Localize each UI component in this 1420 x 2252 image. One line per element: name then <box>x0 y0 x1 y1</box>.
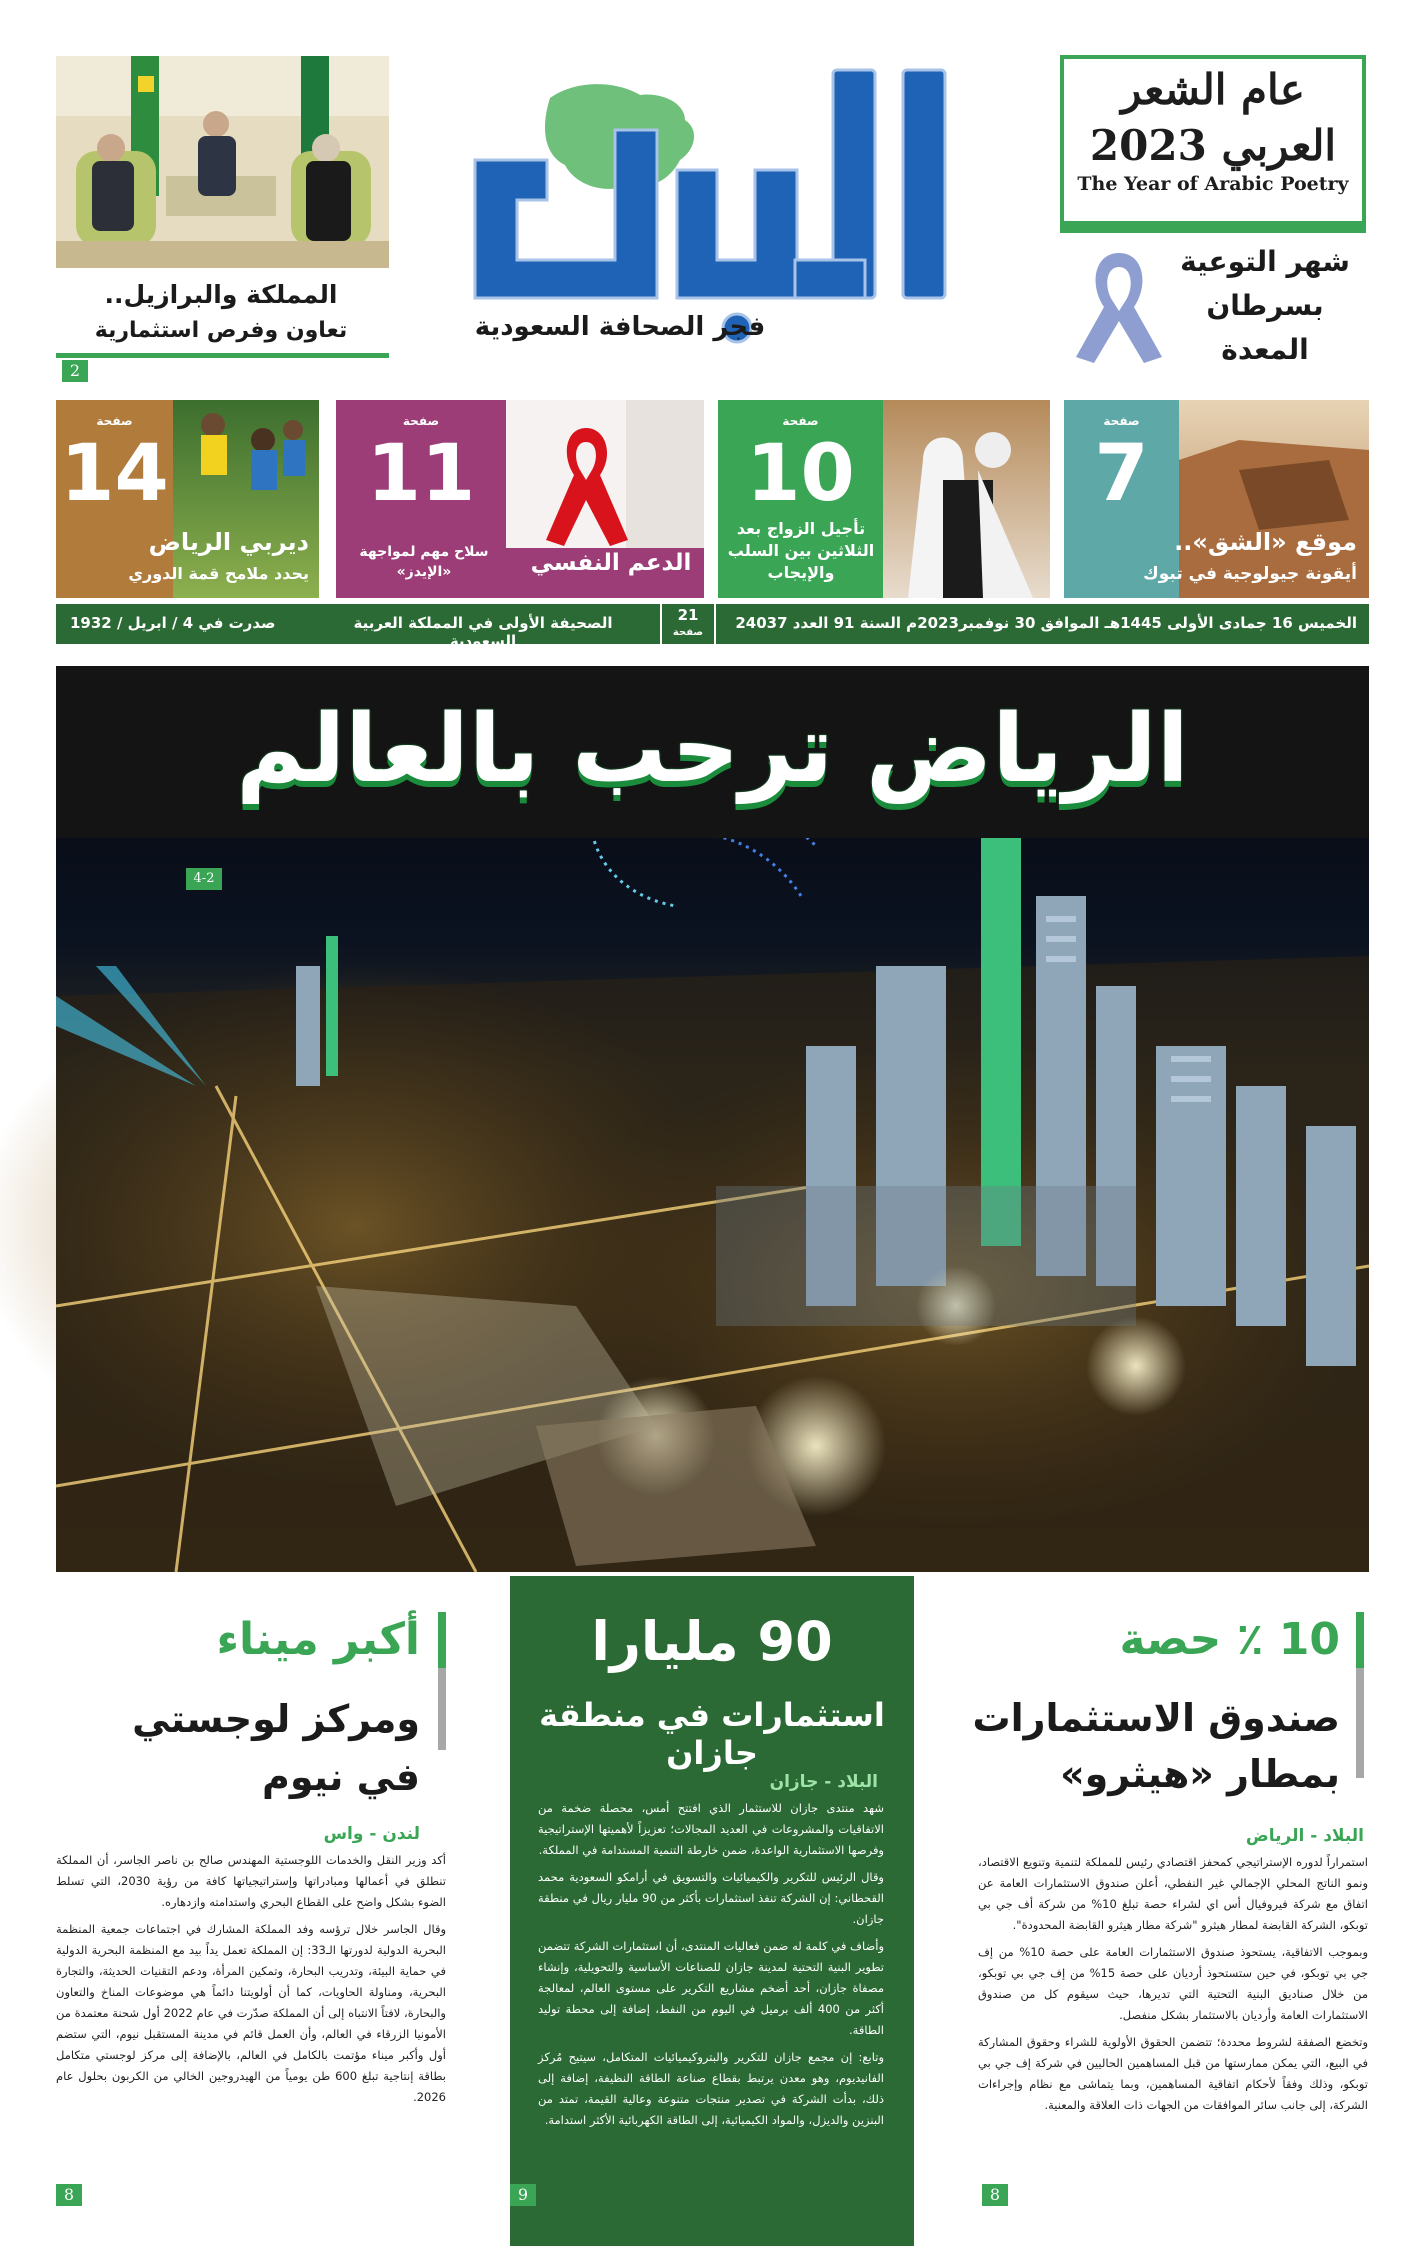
top-story-subtitle[interactable]: تعاون وفرص استثمارية <box>94 318 348 343</box>
right-article-paragraph: وبموجب الاتفاقية، يستحوذ صندوق الاستثمارات العامة على حصة 10% من إف جي بي توبكو، في حين ستستحوذ أرديان على حصة 15% من إف جي بي توبكو، من خلال صناديق البنية التحتية التي تديرها، حيث سيقوم كل من صندوق الاستثمارات العامة وأرديان بالاستثمار بشكل منفصل. <box>978 1945 1368 2022</box>
center-article-kicker[interactable]: 90 مليارا <box>591 1610 833 1673</box>
right-article-title[interactable]: صندوق الاستثمارات بمطار «هيثرو» <box>972 1696 1340 1796</box>
founded-date: صدرت في 4 / ابريل / 1932 <box>70 614 276 632</box>
top-story-photo[interactable] <box>56 56 389 268</box>
teaser-page-number: 11 <box>366 429 476 519</box>
poetry-badge-bar <box>1064 221 1362 229</box>
center-article-byline: البلاد - جازان <box>769 1772 878 1792</box>
left-article-kicker[interactable]: أكبر ميناء <box>216 1614 420 1665</box>
left-article-paragraph: وقال الجاسر خلال ترؤسه وفد المملكة المشارك في اجتماعات جمعية المنظمة البحرية الدولية لدورتها الـ33: إن المملكة تعمل يداً بيد مع المنظمة البحرية الدولية في حماية البيئة، وتدريب البحارة، وتمكين المرأة، ودعم التقنيات الحديثة، والتجارة البحرية، ومناولة الحاويات، كما أن أولويتنا دائماً هي موضوعات المناخ والتعاون والبحارة، لافتاً الانتباه إلى أن المملكة صدّرت في عام 2022 أول شحنة معتمدة من الأمونيا الزرقاء في العالم، وأن العمل قائم في مدينة المستقبل نيوم، التي ستضم أول وأكبر ميناء مؤتمت بالكامل في العالم، بالإضافة إلى مركز لوجستي متكامل بطاقة إنتاجية تبلغ 600 طن يومياً من الهيدروجين الخالي من الكربون بحلول عام 2026. <box>56 1922 446 2104</box>
right-article-bar-green <box>1356 1612 1364 1668</box>
main-headline-banner <box>56 666 1369 838</box>
right-article-paragraph: وتخضع الصفقة لشروط محددة؛ تتضمن الحقوق الأولوية للشراء وحقوق المشاركة في البيع، التي يمكن ممارستها من قبل المساهمين الحاليين في شركة إف جي بي توبكو، وذلك وفقاً لأحكام اتفاقية المساهمين، وبما يتماشى مع نظام وإجراءات الشركة، إلى جانب سائر الموافقات من الجهات ذات العلاقة والمعنية. <box>978 2035 1368 2112</box>
page-count-number: 21 <box>677 606 699 624</box>
teaser-subtitle: يحدد ملامح قمة الدوري <box>128 564 309 583</box>
left-article-paragraph: أكد وزير النقل والخدمات اللوجستية المهندس صالح بن ناصر الجاسر، أن المملكة تنطلق في أعمالها ومبادراتها وإستراتيجياتها كافة من رؤية 2030، التي تسلط الضوء بشكل واضح على القطاع البحري واستدامته وازدهاره. <box>56 1853 446 1909</box>
teaser-title: ديربي الرياض <box>148 528 309 556</box>
right-article-paragraph: استمراراً لدوره الإستراتيجي كمحفز اقتصادي رئيس للمملكة لتنمية وتنويع الاقتصاد، ونمو الناتج المحلي الإجمالي غير النفطي، أعلن صندوق الاستثمارات العامة عن اتفاق مع شركة فيروفيال أس اي لشراء حصة تبلغ 10% من شركة أف جي بي توبكو، الشركة القابضة لمطار هيثرو "شركة مطار هيثرو القابضة المحدودة". <box>978 1855 1368 1932</box>
center-article-page-number: 9 <box>510 2184 536 2206</box>
teaser-page-label: صفحة <box>96 414 133 428</box>
teaser-page-label: صفحة <box>1103 414 1140 428</box>
teaser-subtitle: سلاح مهم لمواجهة «الإيدز» <box>359 544 489 580</box>
poetry-arabic-line2: العربي 2023 <box>1089 121 1337 170</box>
right-article-page-number: 8 <box>982 2184 1008 2206</box>
teaser-page-10[interactable] <box>718 400 1050 598</box>
newspaper-tagline: فجر الصحافة السعودية <box>474 312 766 342</box>
right-article-kicker[interactable]: 10 ٪ حصة <box>1119 1614 1340 1665</box>
year-of-poetry-badge <box>1060 55 1366 233</box>
logo-text-fallback: البلاد <box>455 35 486 54</box>
center-article-paragraph: وتابع: إن مجمع جازان للتكرير والبتروكيميائيات المتكامل، سيتيح مُركز الفانيديوم، وهو معدن يرتبط بقطاع صناعة الطاقة النظيفة، إضافة إلى ذلك، بدأت الشركة في تصدير منتجات متنوعة وعالية القيمة، تمتد من البنزين والديزل، والمواد الكيميائية، إلى الطاقة الكهربائية الأكثر استدامة. <box>538 2050 884 2127</box>
teaser-page-number: 7 <box>1094 429 1149 519</box>
left-article-page-number: 8 <box>56 2184 82 2206</box>
teaser-subtitle: أيقونة جيولوجية في تبوك <box>1143 564 1357 584</box>
left-article-body <box>56 1850 446 2196</box>
poetry-arabic-line1: عام الشعر <box>1121 65 1305 114</box>
left-article-byline: لندن - واس <box>323 1824 420 1844</box>
center-article-title[interactable]: استثمارات في منطقة جازان <box>539 1696 885 1772</box>
page-count-label: صفحة <box>672 627 704 638</box>
top-story-rule <box>56 353 389 358</box>
teaser-title: موقع «الشق».. <box>1174 528 1357 556</box>
right-article-byline: البلاد - الرياض <box>1245 1826 1364 1846</box>
teaser-page-label: صفحة <box>402 414 440 428</box>
left-article-bar-green <box>438 1612 446 1668</box>
awareness-ribbon-icon <box>1064 245 1174 365</box>
hero-page-ref: 4-2 <box>186 868 222 890</box>
teaser-page-number: 10 <box>746 429 855 519</box>
top-story-title[interactable]: المملكة والبرازيل.. <box>104 280 338 309</box>
awareness-text: شهر التوعية بسرطان المعدة <box>1180 245 1350 366</box>
issue-date: الخميس 16 جمادى الأولى 1445هـ الموافق 30 نوفمبر2023م السنة 91 العدد 24037 <box>735 614 1357 632</box>
teaser-page-7[interactable] <box>1064 400 1369 598</box>
center-article-paragraph: وأضاف في كلمة له ضمن فعاليات المنتدى، أن استثمارات الشركة تتضمن تطوير البنية التحتية لمدينة جازان للصناعات الأساسية والتحويلية، وإنشاء مصفاة جازان، أحد أضخم مشاريع التكرير على مستوى العالم، لمعالجة أكثر من 400 ألف برميل في اليوم من النفط، إضافة إلى محطة توليد الطاقة. <box>538 1939 884 2037</box>
left-article-title[interactable]: ومركز لوجستي في نيوم <box>132 1697 420 1799</box>
teaser-image <box>883 400 1050 598</box>
teaser-page-14[interactable] <box>56 400 319 598</box>
newspaper-slogan: الصحيفة الأولى في المملكة العربية السعودية <box>353 614 613 650</box>
center-article-paragraph: وقال الرئيس للتكرير والكيميائيات والتسويق في أرامكو السعودية محمد القحطاني: إن الشركة تنفذ استثمارات بأكثر من 90 مليار ريال في منطقة جازان. <box>538 1870 884 1926</box>
teaser-title: الدعم النفسي <box>530 550 692 576</box>
teaser-page-11[interactable] <box>336 400 704 598</box>
dateline-bar <box>56 604 1369 650</box>
newspaper-logo <box>455 35 1015 350</box>
center-article-paragraph: شهد منتدى جازان للاستثمار الذي افتتح أمس، محصلة ضخمة من الاتفاقيات والمشروعات في العديد المجالات؛ تعزيزاً لأهميتها الإستراتيجية وفرصها الاستثمارية الواعدة، ضمن خارطة التنمية المستدامة في المملكة. <box>538 1801 884 1857</box>
main-headline[interactable]: الرياض ترحب بالعالم <box>236 695 1189 804</box>
center-article <box>510 1576 914 2246</box>
left-article-bar-gray <box>438 1668 446 1750</box>
right-article-body <box>978 1852 1368 2230</box>
poetry-english: The Year of Arabic Poetry <box>1077 173 1349 195</box>
teaser-title: تأجيل الزواج بعد الثلاثين بين السلب والإيجاب <box>727 519 875 582</box>
center-article-body <box>538 1798 884 2228</box>
teaser-page-label: صفحة <box>782 414 819 428</box>
right-article-bar-gray <box>1356 1668 1364 1778</box>
page-count <box>660 604 716 644</box>
top-story-page-number: 2 <box>62 360 88 382</box>
teaser-page-number: 14 <box>60 429 169 519</box>
